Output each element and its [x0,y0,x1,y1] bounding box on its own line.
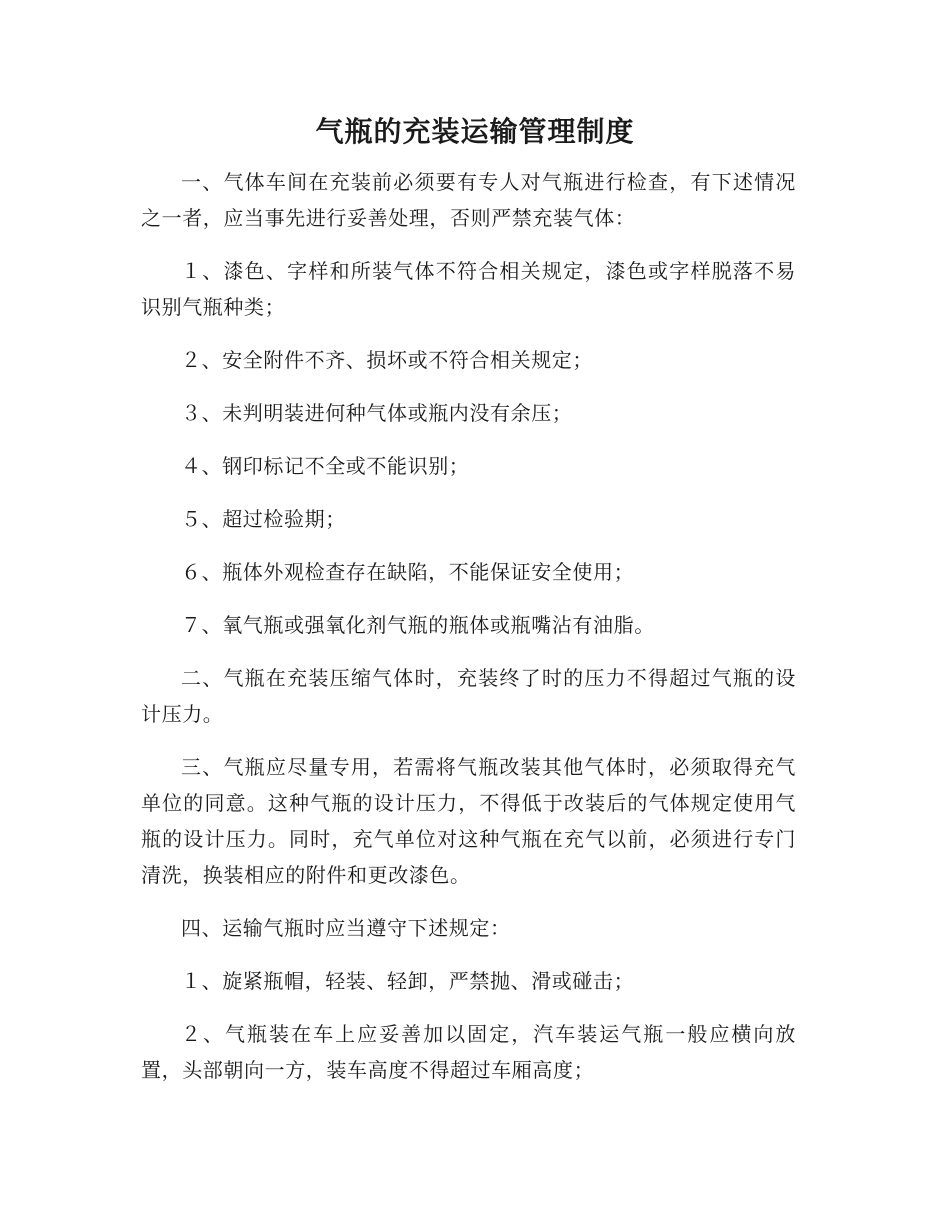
paragraph-section-1: 一、气体车间在充装前必须要有专人对气瓶进行检查，有下述情况之一者，应当事先进行妥善处理，否则严禁充装气体： [141,170,796,230]
paragraph-item-1-1: １、漆色、字样和所装气体不符合相关规定，漆色或字样脱落不易识别气瓶种类； [141,259,796,319]
document-body [141,164,796,1088]
paragraph-item-1-7: ７、氧气瓶或强氧化剂气瓶的瓶体或瓶嘴沾有油脂。 [181,613,655,637]
paragraph-item-1-6: ６、瓶体外观检查存在缺陷，不能保证安全使用； [181,560,635,584]
paragraph-item-4-1: １、旋紧瓶帽，轻装、轻卸，严禁抛、滑或碰击； [181,969,635,993]
paragraph-item-1-3: ３、未判明装进何种气体或瓶内没有余压； [181,401,573,425]
paragraph-item-1-5: ５、超过检验期； [181,507,346,531]
paragraph-item-1-2: ２、安全附件不齐、损坏或不符合相关规定； [181,348,593,372]
paragraph-section-2: 二、气瓶在充装压缩气体时，充装终了时的压力不得超过气瓶的设计压力。 [141,666,796,726]
paragraph-item-4-2: ２、气瓶装在车上应妥善加以固定，汽车装运气瓶一般应横向放置，头部朝向一方，装车高度不得超过车厢高度； [141,1022,796,1082]
paragraph-section-4: 四、运输气瓶时应当遵守下述规定： [181,916,511,940]
document-title: 气瓶的充装运输管理制度 [315,115,635,148]
paragraph-item-1-4: ４、钢印标记不全或不能识别； [181,454,470,478]
paragraph-section-3: 三、气瓶应尽量专用，若需将气瓶改装其他气体时，必须取得充气单位的同意。这种气瓶的设计压力，不得低于改装后的气体规定使用气瓶的设计压力。同时，充气单位对这种气瓶在充气以前，必须进行专门清洗，换装相应的附件和更改漆色。 [141,755,796,887]
